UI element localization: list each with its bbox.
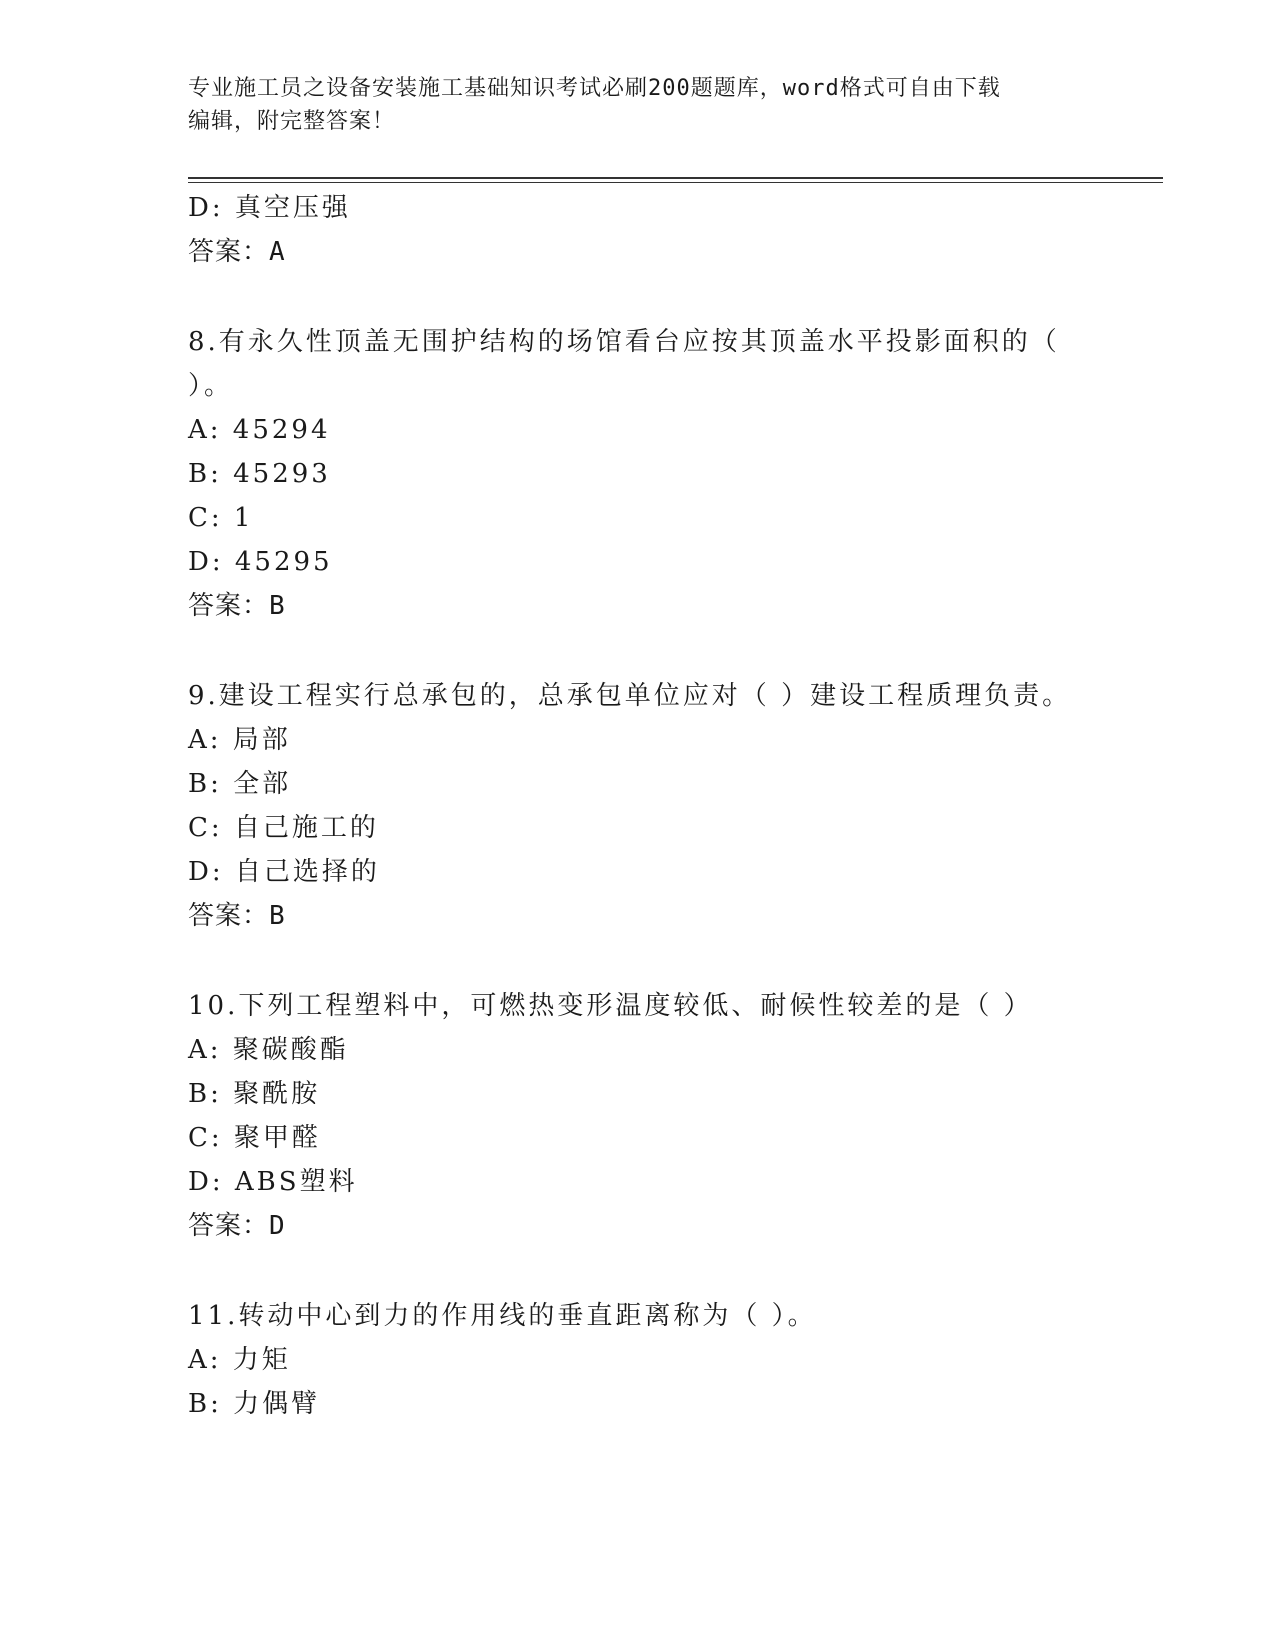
- option-d: D: 真空压强: [188, 193, 351, 223]
- option-b: B: 全部: [188, 769, 292, 799]
- header-rule-thin: [188, 182, 1163, 183]
- option-c: C: 聚甲醛: [188, 1123, 321, 1153]
- question-stem: 11.转动中心到力的作用线的垂直距离称为（ ）。: [188, 1301, 817, 1331]
- answer-line: 答案：A: [188, 237, 286, 267]
- option-d: D: ABS塑料: [188, 1167, 358, 1197]
- question-stem: 10.下列工程塑料中，可燃热变形温度较低、耐候性较差的是（ ）: [188, 991, 1033, 1021]
- option-a: A: 局部: [188, 725, 291, 755]
- question-stem: 8.有永久性顶盖无围护结构的场馆看台应按其顶盖水平投影面积的（: [188, 327, 1060, 357]
- answer-line: 答案：B: [188, 591, 286, 621]
- document-header: [188, 72, 1088, 138]
- header-rule-thick: [188, 177, 1163, 179]
- option-a: A: 力矩: [188, 1345, 291, 1375]
- header-line-2: 编辑，附完整答案！: [188, 109, 396, 134]
- answer-line: 答案：B: [188, 901, 286, 931]
- option-c: C: 1: [188, 503, 254, 533]
- option-b: B: 力偶臂: [188, 1389, 321, 1419]
- option-a: A: 45294: [188, 415, 331, 445]
- header-line-1: 专业施工员之设备安装施工基础知识考试必刷200题题库，word格式可自由下载: [188, 76, 1001, 101]
- option-d: D: 45295: [188, 547, 333, 577]
- question-stem: 9.建设工程实行总承包的，总承包单位应对（ ）建设工程质理负责。: [188, 681, 1072, 711]
- question-stem-continued: ）。: [188, 371, 234, 401]
- option-b: B: 聚酰胺: [188, 1079, 321, 1109]
- option-d: D: 自己选择的: [188, 857, 380, 887]
- answer-line: 答案：D: [188, 1211, 286, 1241]
- option-b: B: 45293: [188, 459, 331, 489]
- option-c: C: 自己施工的: [188, 813, 379, 843]
- option-a: A: 聚碳酸酯: [188, 1035, 349, 1065]
